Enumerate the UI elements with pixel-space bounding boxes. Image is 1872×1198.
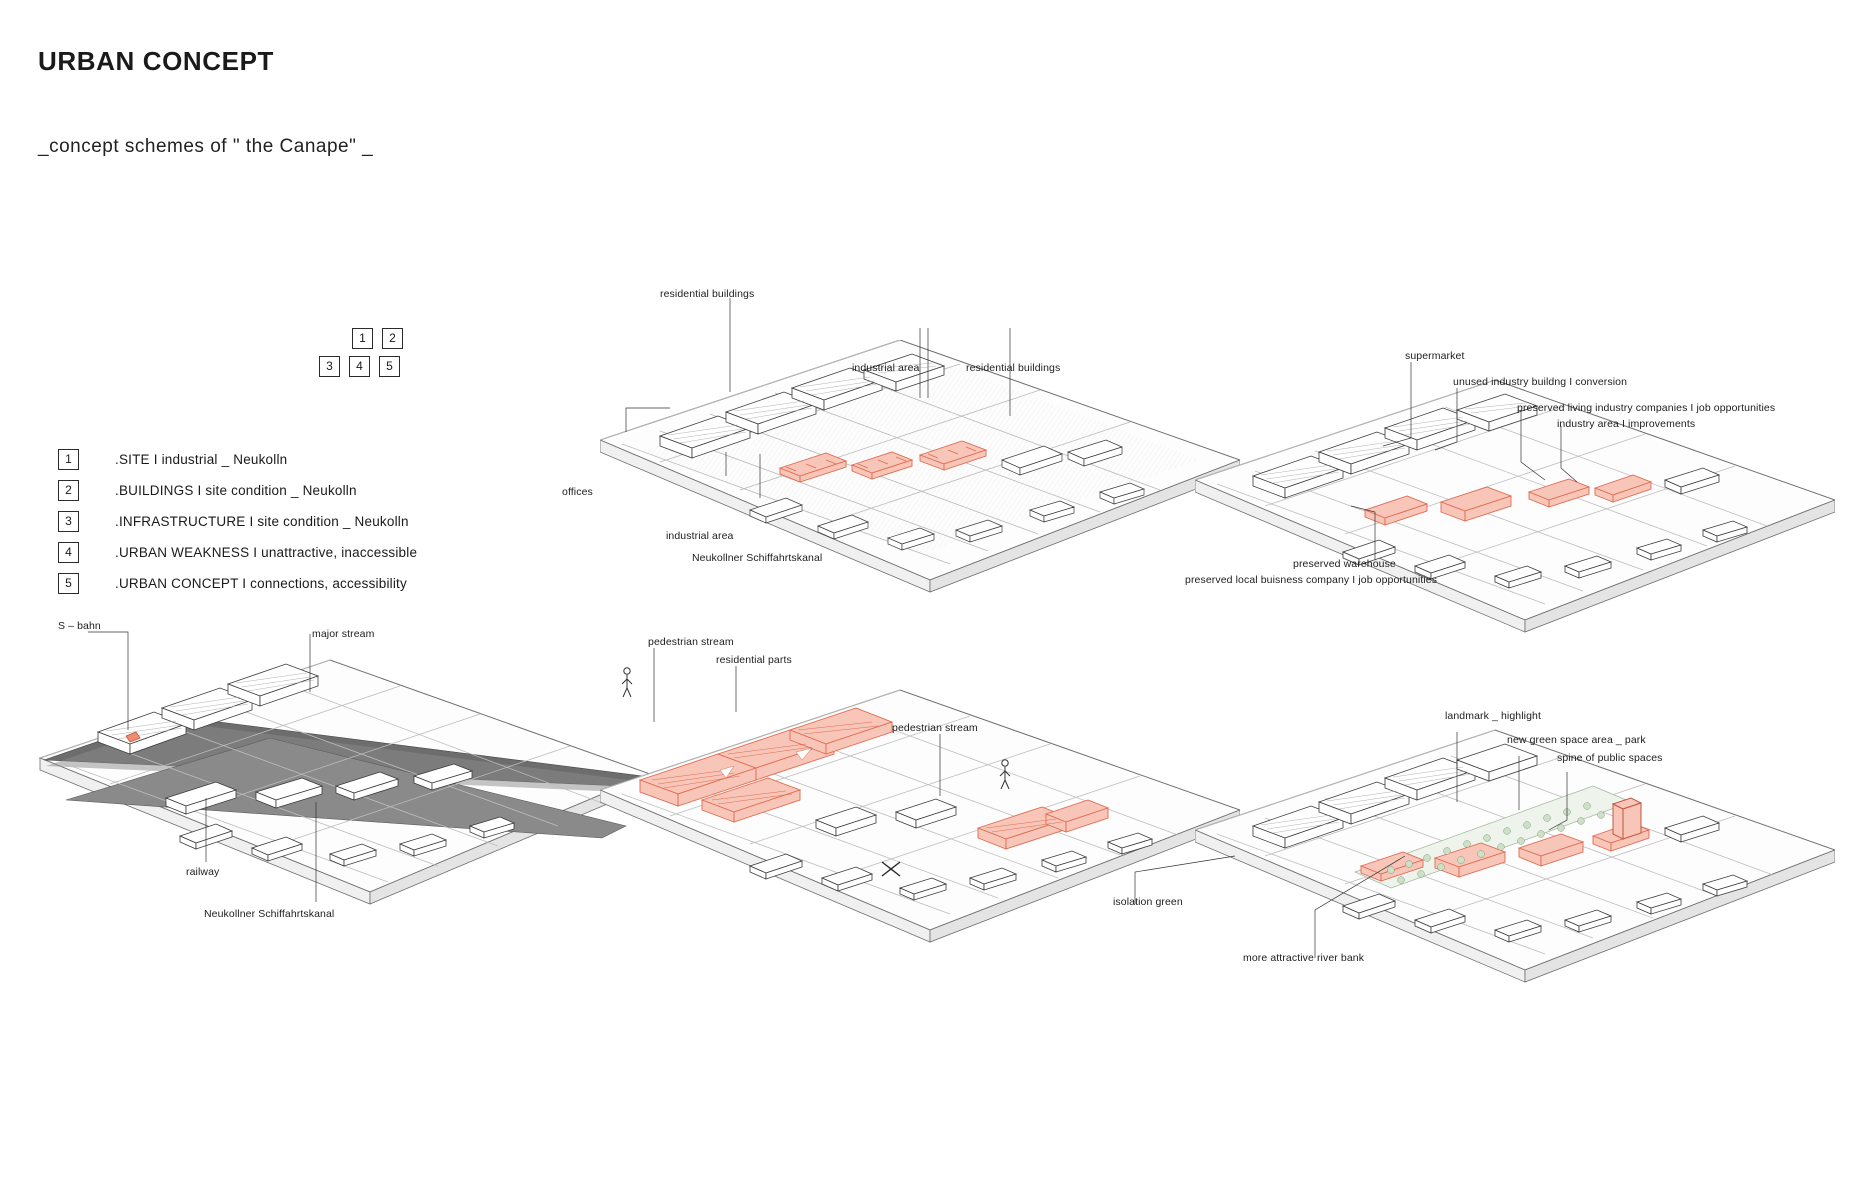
legend [58,444,417,599]
legend-item-3 [58,506,417,537]
keymap-box-2[interactable]: 2 [382,328,403,349]
keymap-row-2 [319,356,442,377]
page-title: URBAN CONCEPT [38,46,275,76]
keymap-box-3[interactable]: 3 [319,356,340,377]
callout-preserved-local-business: preserved local buisness company I job opportunities [1185,574,1438,586]
leader-lines-panel5 [1075,660,1835,1000]
keymap [326,328,442,384]
leader-lines-panel2 [1125,310,1825,640]
callout-offices: offices [562,486,593,498]
callout-landmark-highlight: landmark _ highlight [1445,710,1541,722]
diagram-urban-concept [1113,710,1835,1020]
keymap-box-5[interactable]: 5 [379,356,400,377]
callout-residential-parts: residential parts [716,654,792,666]
diagram-buildings-condition [1185,350,1835,670]
callout-supermarket: supermarket [1405,350,1465,362]
callout-spine-of-public-spaces: spine of public spaces [1557,752,1663,764]
callout-railway: railway [186,866,220,878]
callout-industrial-area-1: industrial area [852,362,920,374]
callout-isolation-green: isolation green [1113,896,1183,908]
callout-more-attractive-river-bank: more attractive river bank [1243,952,1365,964]
legend-number-1: 1 [58,449,79,470]
legend-item-2 [58,475,417,506]
callout-residential-buildings-1: residential buildings [660,288,755,300]
callout-schiffahrtskanal-1: Neukollner Schiffahrtskanal [692,552,823,564]
legend-label-4: .URBAN WEAKNESS I unattractive, inaccessible [115,545,418,560]
legend-label-1: .SITE I industrial _ Neukolln [115,452,288,467]
legend-label-3: .INFRASTRUCTURE I site condition _ Neukolln [115,514,409,529]
legend-number-5: 5 [58,573,79,594]
legend-item-4 [58,537,417,568]
legend-number-2: 2 [58,480,79,501]
callout-schiffahrtskanal-2: Neukollner Schiffahrtskanal [204,908,335,920]
keymap-box-4[interactable]: 4 [349,356,370,377]
callout-preserved-living-industry: preserved living industry companies I job opportunities [1517,402,1776,414]
callout-industrial-area-2: industrial area [666,530,734,542]
legend-number-3: 3 [58,511,79,532]
callout-pedestrian-stream-1: pedestrian stream [648,636,734,648]
page-subtitle: _concept schemes of " the Canape" _ [38,136,374,157]
callout-major-stream: major stream [312,628,375,640]
keymap-box-1[interactable]: 1 [352,328,373,349]
legend-label-2: .BUILDINGS I site condition _ Neukolln [115,483,357,498]
callout-unused-industry: unused industry buildng I conversion [1453,376,1628,388]
callout-residential-buildings-2: residential buildings [966,362,1061,374]
callout-new-green-space: new green space area _ park [1507,734,1646,746]
callout-industry-improvements: industry area I improvements [1557,418,1696,430]
callout-s-bahn: S – bahn [58,620,101,632]
legend-label-5: .URBAN CONCEPT I connections, accessibility [115,576,407,591]
legend-number-4: 4 [58,542,79,563]
keymap-row-1 [352,328,442,349]
callout-preserved-warehouse: preserved warehouse [1293,558,1396,570]
callout-pedestrian-stream-2: pedestrian stream [892,722,978,734]
legend-item-1 [58,444,417,475]
